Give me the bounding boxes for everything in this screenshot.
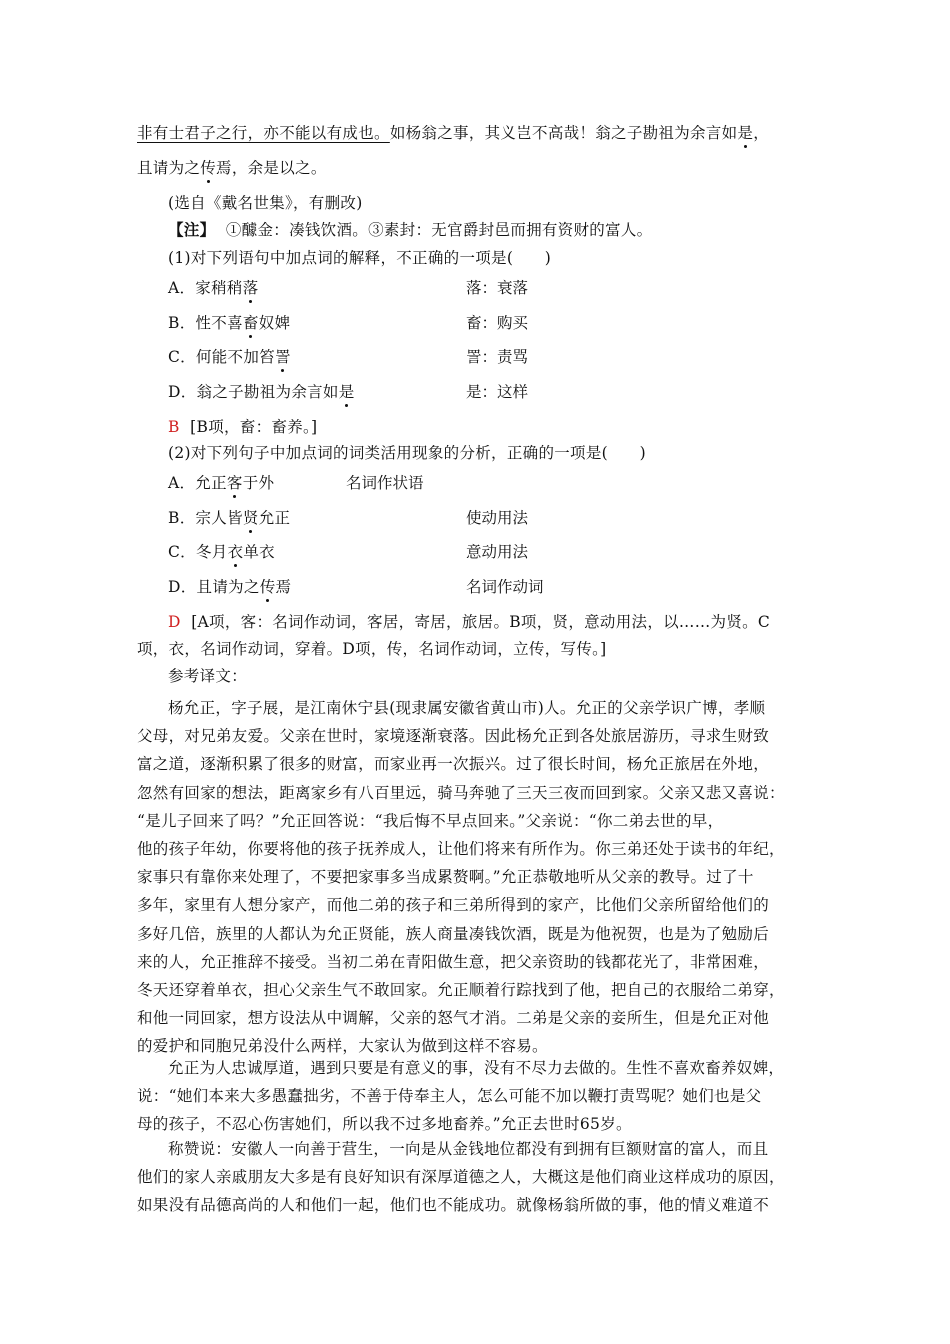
translation-line: 说：“她们本来大多愚蠢拙劣，不善于侍奉主人，怎么可能不加以鞭打责骂呢？她们也是父 bbox=[137, 1087, 762, 1106]
note-label: 【注】 bbox=[168, 220, 216, 239]
q2-answer-line-1: D [A项，客：名词作动词，客居，寄居，旅居。B项，贤，意动用法，以……为贤。C bbox=[168, 613, 771, 631]
q2-option-a: A．允正客于外 bbox=[168, 474, 275, 492]
translation-line: 多年，家里有人想分家产，而他二弟的孩子和三弟所得到的家产，比他们父亲所留给他们的 bbox=[137, 896, 770, 915]
translation-line: 母的孩子，不忍心伤害她们，所以我不过多地畜养。”允正去世时65岁。 bbox=[137, 1115, 632, 1134]
translation-title: 参考译文： bbox=[168, 667, 248, 685]
translation-line: 的爱护和同胞兄弟没什么两样，大家认为做到这样不容易。 bbox=[137, 1037, 548, 1056]
q2-gloss-c: 意动用法 bbox=[466, 543, 529, 561]
underlined-sentence: 非有士君子之行，亦不能以有成也。 bbox=[137, 124, 390, 142]
translation-line: 称赞说：安徽人一向善于营生，一向是从金钱地位都没有到拥有巨额财富的富人，而且 bbox=[168, 1140, 769, 1158]
answer-letter: B bbox=[168, 418, 180, 436]
dotted-word: 是 bbox=[737, 124, 754, 142]
q2-gloss-b: 使动用法 bbox=[466, 509, 529, 527]
translation-line: 杨允正，字子展，是江南休宁县(现隶属安徽省黄山市)人。允正的父亲学识广博，孝顺 bbox=[168, 699, 766, 717]
translation-line: 家事只有靠你来处理了，不要把家事多当成累赘啊。”允正恭敬地听从父亲的教导。过了十 bbox=[137, 868, 754, 887]
translation-line: 他们的家人亲戚朋友大多是有良好知识有深厚道德之人，大概这是他们商业这样成功的原因， bbox=[137, 1168, 785, 1187]
translation-line: 忽然有回家的想法，距离家乡有八百里远，骑马奔驰了三天三夜而回到家。父亲又悲又喜说： bbox=[137, 783, 785, 802]
q1-answer: B [B项，畜：畜养。] bbox=[168, 418, 318, 436]
translation-line: 冬天还穿着单衣，担心父亲生气不敢回家。允正顺着行踪找到了他，把自己的衣服给二弟穿， bbox=[137, 981, 785, 999]
translation-line: 来的人，允正推辞不接受。当初二弟在青阳做生意，把父亲资助的钱都花光了，非常困难， bbox=[137, 952, 770, 971]
q2-answer-line-2: 项，衣，名词作动词，穿着。D项，传，名词作动词，立传，写传。] bbox=[137, 640, 607, 658]
translation-line: 富之道，逐渐积累了很多的财富，而家业再一次振兴。过了很长时间，杨允正旅居在外地， bbox=[137, 755, 770, 774]
q1-gloss-b: 畜：购买 bbox=[466, 314, 529, 332]
answer-letter: D bbox=[168, 613, 181, 631]
translation-line: “是儿子回来了吗？”允正回答说：“我后悔不早点回来。”父亲说：“你二弟去世的早， bbox=[137, 811, 724, 830]
source-line: (选自《戴名世集》，有删改) bbox=[168, 194, 363, 212]
q2-gloss-d: 名词作动词 bbox=[466, 578, 544, 596]
dotted-word: 传 bbox=[200, 159, 217, 177]
translation-line: 允正为人忠诚厚道，遇到只要是有意义的事，没有不尽力去做的。生性不喜欢畜养奴婢， bbox=[168, 1059, 785, 1077]
passage-line-2: 且请为之传焉，余是以之。 bbox=[137, 159, 327, 177]
q1-stem: (1)对下列语句中加点词的解释，不正确的一项是( ) bbox=[168, 249, 552, 267]
q1-option-a: A．家稍稍落 bbox=[168, 279, 259, 297]
translation-line: 父母，对兄弟友爱。父亲在世时，家境逐渐衰落。因此杨允正到各处旅居游历，寻求生财致 bbox=[137, 727, 770, 746]
q2-gloss-a: 名词作状语 bbox=[346, 474, 424, 492]
q2-option-d: D．且请为之传焉 bbox=[168, 578, 292, 596]
passage-line-1: 非有士君子之行，亦不能以有成也。如杨翁之事，其义岂不高哉！翁之子勘祖为余言如是， bbox=[137, 124, 770, 142]
translation-line: 如果没有品德高尚的人和他们一起，他们也不能成功。就像杨翁所做的事，他的情义难道不 bbox=[137, 1196, 770, 1215]
translation-line: 和他一同回家，想方设法从中调解，父亲的怒气才消。二弟是父亲的妾所生，但是允正对他 bbox=[137, 1009, 770, 1028]
translation-line: 多好几倍，族里的人都认为允正贤能，族人商量凑钱饮酒，既是为他祝贺，也是为了勉励后 bbox=[137, 924, 770, 943]
q1-gloss-a: 落：衰落 bbox=[466, 279, 529, 297]
q1-option-b: B．性不喜畜奴婢 bbox=[168, 314, 291, 332]
q1-option-d: D．翁之子勘祖为余言如是 bbox=[168, 383, 355, 401]
q1-gloss-c: 詈：责骂 bbox=[466, 348, 529, 366]
note-line: 【注】 ①醵金：凑钱饮酒。③素封：无官爵封邑而拥有资财的富人。 bbox=[168, 220, 653, 239]
q2-stem: (2)对下列句子中加点词的词类活用现象的分析，正确的一项是( ) bbox=[168, 444, 646, 462]
translation-line: 他的孩子年幼，你要将他的孩子抚养成人，让他们将来有所作为。你三弟还处于读书的年纪， bbox=[137, 840, 785, 858]
q1-gloss-d: 是：这样 bbox=[466, 383, 529, 401]
q2-option-c: C．冬月衣单衣 bbox=[168, 543, 275, 561]
q1-option-c: C．何能不加笞詈 bbox=[168, 348, 291, 366]
q2-option-b: B．宗人皆贤允正 bbox=[168, 509, 291, 527]
